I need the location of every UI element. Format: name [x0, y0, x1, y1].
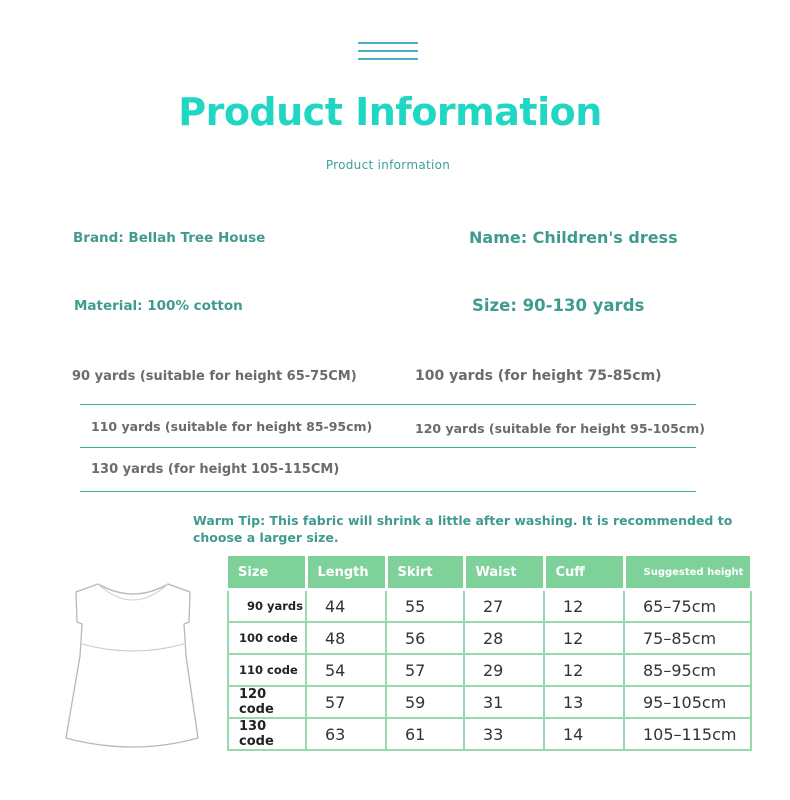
size-info: Size: 90-130 yards [472, 296, 645, 315]
page-title: Product Information [178, 90, 602, 134]
cell-cuff: 13 [544, 686, 624, 718]
size-130-note: 130 yards (for height 105-115CM) [91, 462, 340, 477]
table-header-row [228, 556, 751, 590]
table-row [228, 590, 751, 623]
cell-length: 48 [306, 622, 386, 654]
row-size-label: 90 yards [228, 590, 306, 623]
cell-length: 44 [306, 590, 386, 623]
cell-length: 57 [306, 686, 386, 718]
dress-outline-icon [58, 578, 208, 748]
cell-skirt: 55 [386, 590, 464, 623]
cell-length: 63 [306, 718, 386, 750]
page-subtitle: Product information [325, 158, 451, 172]
cell-height: 85–95cm [624, 654, 751, 686]
table-row [228, 718, 751, 750]
cell-skirt: 57 [386, 654, 464, 686]
cell-waist: 29 [464, 654, 544, 686]
cell-height: 65–75cm [624, 590, 751, 623]
cell-height: 95–105cm [624, 686, 751, 718]
header-size: Size [228, 556, 306, 590]
cell-height: 75–85cm [624, 622, 751, 654]
row-size-label: 100 code [228, 622, 306, 654]
brand-info: Brand: Bellah Tree House [73, 230, 266, 246]
header-cuff: Cuff [544, 556, 624, 590]
cell-skirt: 59 [386, 686, 464, 718]
divider [80, 447, 696, 448]
size-120-note: 120 yards (suitable for height 95-105cm) [415, 421, 705, 436]
table-row [228, 686, 751, 718]
decorative-line [358, 42, 418, 44]
cell-waist: 31 [464, 686, 544, 718]
divider [80, 491, 696, 492]
table-row [228, 654, 751, 686]
table-row [228, 622, 751, 654]
cell-waist: 28 [464, 622, 544, 654]
header-skirt: Skirt [386, 556, 464, 590]
size-100-note: 100 yards (for height 75-85cm) [415, 368, 662, 384]
cell-skirt: 61 [386, 718, 464, 750]
cell-waist: 27 [464, 590, 544, 623]
size-chart-table [227, 556, 753, 751]
cell-length: 54 [306, 654, 386, 686]
warm-tip: Warm Tip: This fabric will shrink a little after washing. It is recommended to choose a larger size. [193, 513, 733, 545]
decorative-line [358, 58, 418, 60]
size-90-note: 90 yards (suitable for height 65-75CM) [72, 369, 357, 384]
header-waist: Waist [464, 556, 544, 590]
cell-cuff: 12 [544, 622, 624, 654]
cell-height: 105–115cm [624, 718, 751, 750]
size-110-note: 110 yards (suitable for height 85-95cm) [91, 419, 373, 434]
row-size-label: 130 code [228, 718, 306, 750]
cell-skirt: 56 [386, 622, 464, 654]
material-info: Material: 100% cotton [74, 298, 243, 314]
header-suggested-height: Suggested height [624, 556, 751, 590]
divider [80, 404, 696, 405]
cell-waist: 33 [464, 718, 544, 750]
row-size-label: 120 code [228, 686, 306, 718]
cell-cuff: 12 [544, 590, 624, 623]
header-length: Length [306, 556, 386, 590]
row-size-label: 110 code [228, 654, 306, 686]
name-info: Name: Children's dress [469, 228, 678, 247]
cell-cuff: 12 [544, 654, 624, 686]
cell-cuff: 14 [544, 718, 624, 750]
decorative-line [358, 50, 418, 52]
